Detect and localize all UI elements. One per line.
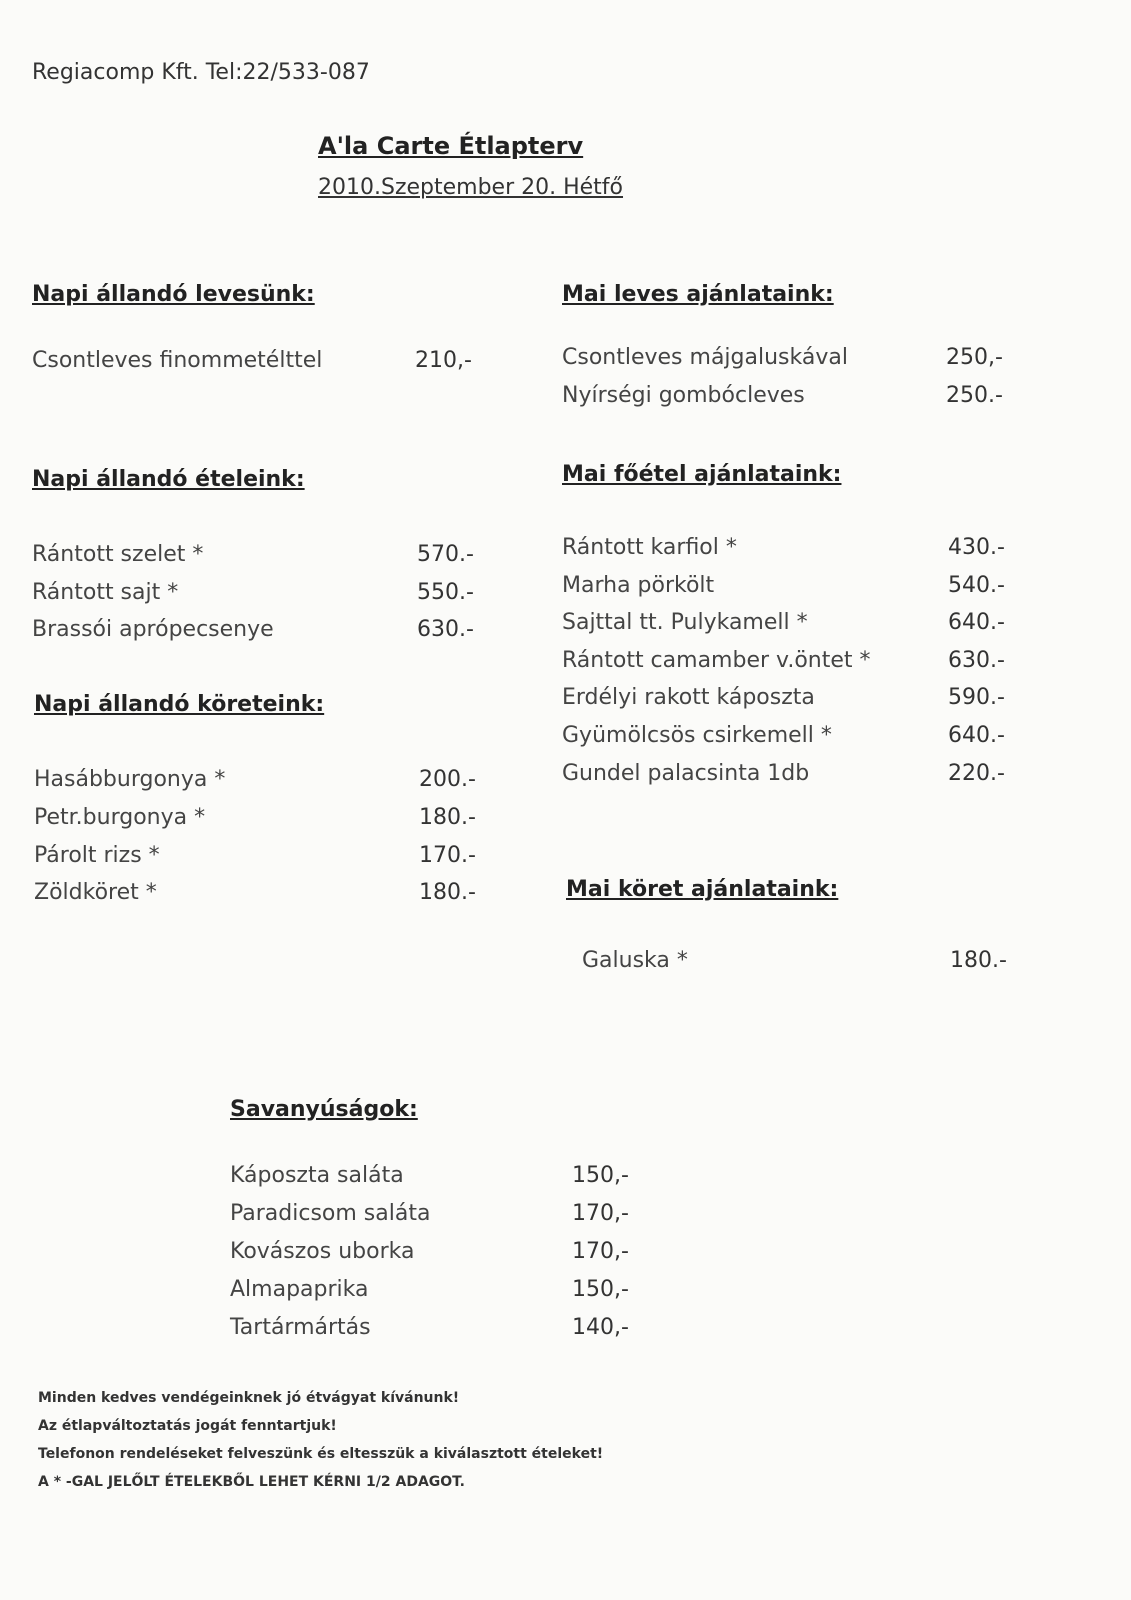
menu-item-name: Rántott karfiol * [562, 535, 737, 560]
menu-item-name: Káposzta saláta [230, 1163, 404, 1188]
menu-item-price: 170.- [419, 843, 476, 868]
menu-item-name: Rántott sajt * [32, 580, 179, 605]
footer-note: Minden kedves vendégeinknek jó étvágyat kívánunk! [38, 1390, 460, 1406]
section-heading-pickles: Savanyúságok: [230, 1097, 418, 1122]
menu-item-price: 150,- [572, 1277, 629, 1302]
menu-item-price: 570.- [417, 542, 474, 567]
footer-note: Telefonon rendeléseket felveszünk és eltesszük a kiválasztott ételeket! [38, 1446, 604, 1462]
section-heading-daily-mains: Mai főétel ajánlataink: [562, 462, 842, 487]
section-heading-daily-sides: Mai köret ajánlataink: [566, 877, 839, 902]
menu-item-price: 640.- [948, 610, 1005, 635]
menu-item-name: Gyümölcsös csirkemell * [562, 723, 832, 748]
menu-item-name: Petr.burgonya * [34, 805, 206, 830]
menu-item-name: Tartármártás [230, 1315, 371, 1340]
menu-item-price: 540.- [948, 573, 1005, 598]
footer-note: A * -GAL JELŐLT ÉTELEKBŐL LEHET KÉRNI 1/2 ADAGOT. [38, 1474, 465, 1490]
menu-item-price: 170,- [572, 1201, 629, 1226]
menu-item-price: 550.- [417, 580, 474, 605]
menu-item-price: 630.- [948, 648, 1005, 673]
footer-note: Az étlapváltoztatás jogát fenntartjuk! [38, 1418, 337, 1434]
menu-item-price: 180.- [950, 948, 1007, 973]
menu-item-name: Galuska * [582, 948, 688, 973]
menu-item-price: 630.- [417, 617, 474, 642]
menu-date: 2010.Szeptember 20. Hétfő [318, 175, 624, 200]
menu-item-price: 140,- [572, 1315, 629, 1340]
menu-item-name: Kovászos uborka [230, 1239, 415, 1264]
menu-item-name: Rántott camamber v.öntet * [562, 648, 871, 673]
menu-item-price: 200.- [419, 767, 476, 792]
menu-item-price: 640.- [948, 723, 1005, 748]
section-heading-daily-soup: Mai leves ajánlataink: [562, 282, 834, 307]
menu-item-name: Gundel palacsinta 1db [562, 761, 810, 786]
menu-item-name: Nyírségi gombócleves [562, 383, 805, 408]
menu-item-price: 590.- [948, 685, 1005, 710]
menu-item-price: 180.- [419, 805, 476, 830]
menu-item-price: 170,- [572, 1239, 629, 1264]
section-heading-permanent-soup: Napi állandó levesünk: [32, 282, 315, 307]
menu-item-name: Hasábburgonya * [34, 767, 226, 792]
menu-item-name: Brassói aprópecsenye [32, 617, 274, 642]
menu-item-name: Marha pörkölt [562, 573, 715, 598]
menu-item-name: Paradicsom saláta [230, 1201, 431, 1226]
menu-item-name: Erdélyi rakott káposzta [562, 685, 815, 710]
page-title: A'la Carte Étlapterv [318, 132, 584, 160]
company-line: Regiacomp Kft. Tel:22/533-087 [32, 60, 370, 85]
menu-item-name: Almapaprika [230, 1277, 369, 1302]
menu-item-price: 430.- [948, 535, 1005, 560]
menu-item-name: Csontleves májgaluskával [562, 345, 848, 370]
section-heading-permanent-mains: Napi állandó ételeink: [32, 467, 305, 492]
menu-item-price: 220.- [948, 761, 1005, 786]
section-heading-permanent-sides: Napi állandó köreteink: [34, 692, 325, 717]
menu-item-name: Sajttal tt. Pulykamell * [562, 610, 808, 635]
menu-item-price: 250.- [946, 383, 1003, 408]
menu-item-name: Rántott szelet * [32, 542, 204, 567]
menu-item-price: 150,- [572, 1163, 629, 1188]
menu-item-name: Csontleves finommetélttel [32, 348, 323, 373]
menu-item-name: Zöldköret * [34, 880, 157, 905]
menu-item-price: 210,- [415, 348, 472, 373]
menu-item-price: 180.- [419, 880, 476, 905]
menu-item-name: Párolt rizs * [34, 843, 160, 868]
menu-item-price: 250,- [946, 345, 1003, 370]
